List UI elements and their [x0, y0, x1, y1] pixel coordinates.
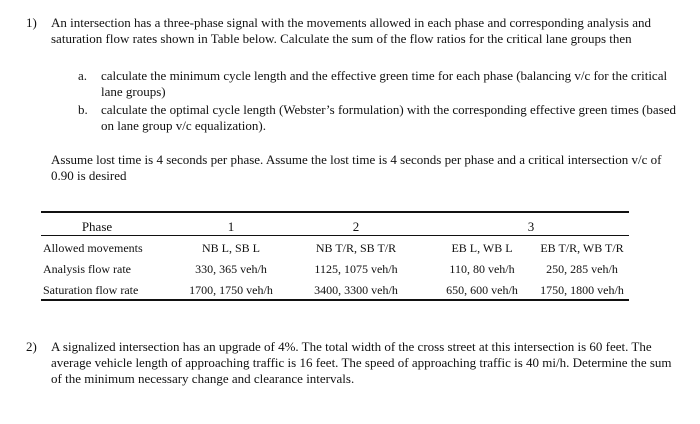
part-a-text: calculate the minimum cycle length and the effective green time for each phase (balancing v/c for the critical lane groups): [101, 68, 668, 99]
table-header-phase-3: 3: [527, 219, 535, 234]
table-header-phase-2: 2: [352, 219, 360, 234]
table-cell: EB T/R, WB T/R: [540, 241, 624, 255]
table-cell: 1700, 1750 veh/h: [189, 283, 273, 297]
table-row-label: Analysis flow rate: [43, 262, 131, 276]
part-b-text: calculate the optimal cycle length (Webster’s formulation) with the corresponding effective green times (based on lane group v/c equalization).: [101, 102, 676, 133]
table-header-phase-1: 1: [227, 219, 235, 234]
part-a-letter: a.: [78, 68, 88, 83]
table-top-rule: [41, 211, 629, 213]
table-row-label: Saturation flow rate: [43, 283, 139, 297]
question-1-intro: An intersection has a three-phase signal with the movements allowed in each phase and corresponding analysis and saturation flow rates shown in Table below. Calculate the sum of the flow ratios for the critical lane groups then: [51, 15, 651, 46]
table-cell: 1125, 1075 veh/h: [314, 262, 398, 276]
table-cell: 3400, 3300 veh/h: [314, 283, 398, 297]
part-b-letter: b.: [78, 102, 88, 117]
table-cell: NB L, SB L: [201, 241, 261, 255]
question-2-text: A signalized intersection has an upgrade of 4%. The total width of the cross street at this intersection is 60 feet. The average vehicle length of approaching traffic is 16 feet. The speed of approaching traffic is 40 mi/h. Determine the sum of the minimum necessary change and clearance intervals.: [51, 339, 672, 386]
question-2-number: 2): [26, 339, 37, 354]
table-cell: 650, 600 veh/h: [446, 283, 518, 297]
table-cell: NB T/R, SB T/R: [315, 241, 397, 255]
table-header-phase: Phase: [81, 219, 113, 234]
table-header-rule: [41, 235, 629, 236]
assumption-text: Assume lost time is 4 seconds per phase. Assume the lost time is 4 seconds per phase and a critical intersection v/c of 0.90 is desired: [51, 152, 662, 183]
table-cell: 250, 285 veh/h: [546, 262, 618, 276]
table-cell: EB L, WB L: [451, 241, 513, 255]
question-1-number: 1): [26, 15, 37, 30]
table-cell: 110, 80 veh/h: [449, 262, 515, 276]
table-cell: 1750, 1800 veh/h: [540, 283, 624, 297]
table-row-label: Allowed movements: [43, 241, 143, 255]
table-cell: 330, 365 veh/h: [195, 262, 267, 276]
table-bottom-rule: [41, 299, 629, 301]
